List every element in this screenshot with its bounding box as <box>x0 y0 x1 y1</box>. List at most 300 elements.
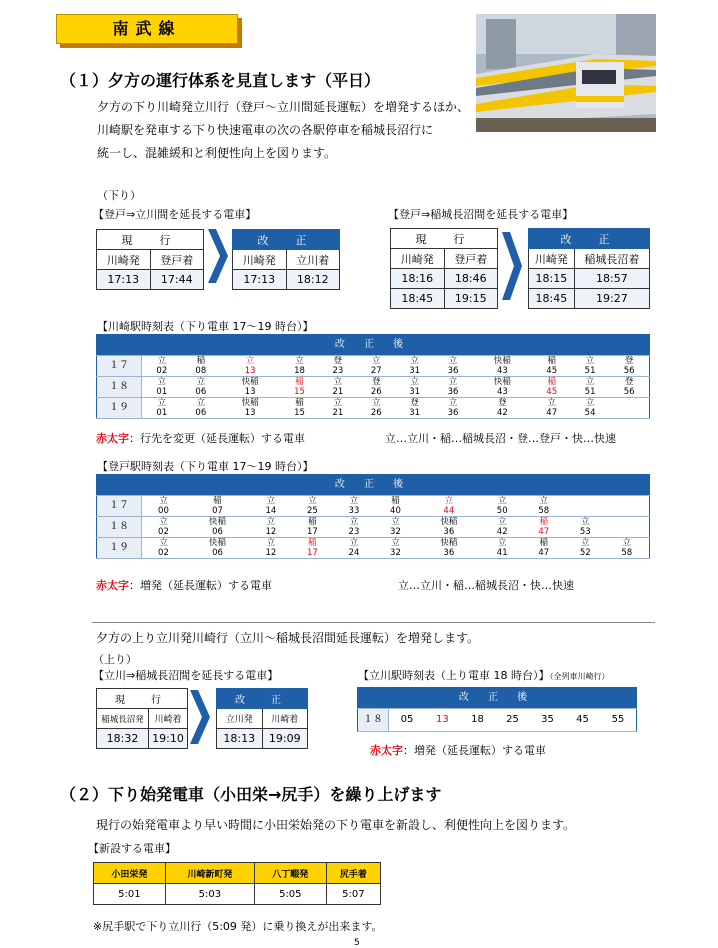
destination: 稲 <box>213 496 222 506</box>
timetable-cell <box>250 517 292 538</box>
timetable-cell <box>648 538 650 559</box>
minute: 15 <box>294 387 305 397</box>
destination: 快稲 <box>493 377 511 387</box>
table-cell: 19:15 <box>444 289 498 309</box>
col-header: 川崎発 <box>529 249 575 269</box>
tachikawa-tt-label-note: （全列車川崎行） <box>549 672 610 681</box>
minute: 18 <box>460 709 495 732</box>
minute: 12 <box>265 527 277 537</box>
timetable-cell <box>185 517 250 538</box>
minute: 47 <box>538 527 550 537</box>
destination: 立 <box>448 398 458 408</box>
table-cell: 18:46 <box>444 269 498 289</box>
destination: 立 <box>245 356 255 366</box>
destination: 立 <box>497 496 507 506</box>
timetable-header: 改 正 後 <box>358 688 637 709</box>
minute: 06 <box>195 387 207 397</box>
destination: 稲 <box>196 356 206 366</box>
timetable-cell <box>648 496 650 517</box>
minute: 06 <box>212 527 223 537</box>
table-row <box>97 377 650 398</box>
ext-up-label: 【立川⇒稲城長沼間を延長する電車】 <box>93 669 279 682</box>
timetable-cell <box>533 377 571 398</box>
minute: 33 <box>348 506 360 516</box>
col-header: 川崎発 <box>97 250 151 270</box>
destination: 立 <box>295 356 304 366</box>
table-cell: 5:05 <box>254 884 326 905</box>
minute: 13 <box>244 387 256 397</box>
timetable-cell <box>292 496 334 517</box>
minute: 13 <box>244 408 256 418</box>
timetable-cell <box>319 377 357 398</box>
destination: 稲 <box>539 538 548 548</box>
note-text: ：行先を変更（延長運転）する電車 <box>129 432 305 445</box>
kawasaki-tt-note <box>96 430 305 446</box>
col-header: 川崎着 <box>262 709 308 729</box>
timetable-cell <box>220 356 280 377</box>
minute: 21 <box>332 408 344 418</box>
destination: 登 <box>333 356 343 366</box>
timetable-cell <box>142 377 182 398</box>
table-cell: 17:44 <box>150 270 204 290</box>
col-header: 立川着 <box>286 250 340 270</box>
destination: 快稲 <box>241 398 259 408</box>
destination: 立 <box>391 538 400 548</box>
timetable-cell <box>648 517 650 538</box>
timetable-cell <box>220 398 280 419</box>
destination: 稲 <box>295 377 304 387</box>
arrow-right-icon <box>208 229 228 283</box>
destination: 快稲 <box>209 538 227 548</box>
destination: 稲 <box>295 398 304 408</box>
destination: 快稲 <box>440 538 458 548</box>
timetable-cell <box>609 356 649 377</box>
note-red-label: 赤太字 <box>96 432 129 445</box>
revised-header: 改 正 <box>233 230 340 250</box>
up-label: （上り） <box>93 653 137 666</box>
timetable-cell <box>280 398 318 419</box>
destination: 立 <box>333 377 343 387</box>
minute: 08 <box>195 366 207 376</box>
table-row <box>97 398 650 419</box>
timetable-cell <box>185 538 250 559</box>
timetable-cell <box>395 356 433 377</box>
down-label: （下り） <box>97 189 141 202</box>
minute: 44 <box>443 506 455 516</box>
table-row <box>97 496 650 517</box>
destination: 立 <box>196 398 206 408</box>
destination: 立 <box>547 398 556 408</box>
timetable-cell <box>319 398 357 419</box>
minute: 17 <box>307 548 318 558</box>
ext-inagi-revised-table <box>528 228 650 309</box>
up-desc: 夕方の上り立川発川崎行（立川～稲城長沼間延長運転）を増発します。 <box>96 631 480 645</box>
minute: 36 <box>447 366 459 376</box>
tachikawa-tt-label-text: 【立川駅時刻表（上り電車 18 時台）】 <box>358 669 550 682</box>
tachikawa-tt-note <box>370 742 546 758</box>
destination: 立 <box>448 377 458 387</box>
timetable-cell <box>606 538 648 559</box>
note-red-label: 赤太字 <box>96 579 129 592</box>
minute: 36 <box>447 408 459 418</box>
minute: 02 <box>158 548 169 558</box>
minute: 52 <box>579 548 591 558</box>
minute: 23 <box>332 366 344 376</box>
minute: 58 <box>621 548 633 558</box>
destination: 立 <box>372 356 381 366</box>
timetable-cell <box>182 377 220 398</box>
table-cell: 18:45 <box>529 289 575 309</box>
minute: 43 <box>496 387 508 397</box>
table-cell: 18:12 <box>286 270 340 290</box>
destination: 快稲 <box>440 517 458 527</box>
table-row <box>97 517 650 538</box>
destination: 稲 <box>539 517 548 527</box>
minute: 56 <box>623 387 635 397</box>
minute: 31 <box>409 387 421 397</box>
destination: 稲 <box>547 377 556 387</box>
note-text: ：増発（延長運転）する電車 <box>403 744 546 757</box>
destination: 立 <box>580 538 590 548</box>
minute: 50 <box>496 506 508 516</box>
col-header: 稲城長沼発 <box>97 709 149 729</box>
table-row <box>97 538 650 559</box>
destination: 快稲 <box>209 517 227 527</box>
tachikawa-timetable <box>357 687 637 732</box>
destination: 立 <box>391 517 400 527</box>
timetable-cell <box>142 538 185 559</box>
minute: 35 <box>530 709 565 732</box>
timetable-cell <box>142 496 185 517</box>
destination: 立 <box>448 356 458 366</box>
minute: 42 <box>496 408 508 418</box>
destination: 立 <box>157 377 167 387</box>
ext-tachikawa-revised-table <box>232 229 340 290</box>
arrow-right-icon <box>502 232 522 300</box>
current-header: 現 行 <box>97 230 204 250</box>
timetable-cell <box>292 517 334 538</box>
minute: 25 <box>495 709 530 732</box>
timetable-cell <box>571 398 609 419</box>
col-header: 川崎発 <box>233 250 287 270</box>
timetable-cell <box>472 398 532 419</box>
destination: 立 <box>333 398 343 408</box>
note-text: ：増発（延長運転）する電車 <box>129 579 272 592</box>
table-cell: 18:45 <box>391 289 445 309</box>
destination: 立 <box>585 377 595 387</box>
timetable-cell <box>481 496 523 517</box>
timetable-cell <box>292 538 334 559</box>
timetable-cell <box>533 356 571 377</box>
timetable-cell <box>523 538 565 559</box>
table-cell: 18:57 <box>574 269 649 289</box>
noborito-tt-label: 【登戸駅時刻表（下り電車 17～19 時台）】 <box>97 460 314 473</box>
timetable-header: 改 正 後 <box>97 335 650 356</box>
ext-inagi-current-table <box>390 228 498 309</box>
timetable-cell <box>333 538 375 559</box>
timetable-cell <box>280 377 318 398</box>
minute: 45 <box>565 709 600 732</box>
timetable-cell <box>416 517 481 538</box>
minute: 13 <box>425 709 460 732</box>
section1-title: （１）夕方の運行体系を見直します（平日） <box>60 71 381 90</box>
timetable-cell <box>182 356 220 377</box>
noborito-timetable <box>96 474 650 559</box>
table-cell: 5:03 <box>165 884 254 905</box>
destination: 登 <box>624 377 634 387</box>
timetable-cell <box>434 377 472 398</box>
timetable-cell <box>182 398 220 419</box>
timetable-cell <box>395 398 433 419</box>
timetable-cell <box>250 538 292 559</box>
destination: 立 <box>349 496 359 506</box>
destination: 立 <box>539 496 548 506</box>
timetable-cell <box>185 496 250 517</box>
timetable-cell <box>472 377 532 398</box>
timetable-cell <box>472 356 532 377</box>
current-header: 現 行 <box>97 689 188 709</box>
table-cell: 5:01 <box>94 884 166 905</box>
section1-desc-line3: 統一し、混雑緩和と利便性向上を図ります。 <box>97 146 337 160</box>
timetable-cell <box>250 496 292 517</box>
timetable-cell <box>434 398 472 419</box>
timetable-cell <box>523 496 565 517</box>
destination: 立 <box>585 356 595 366</box>
timetable-cell <box>333 496 375 517</box>
timetable-cell <box>333 517 375 538</box>
revised-header: 改 正 <box>529 229 650 249</box>
table-cell: 18:15 <box>529 269 575 289</box>
timetable-cell <box>220 377 280 398</box>
minute: 32 <box>390 548 401 558</box>
minute: 14 <box>265 506 277 516</box>
minute: 17 <box>307 527 318 537</box>
destination: 登 <box>372 377 381 387</box>
destination: 立 <box>497 538 507 548</box>
destination: 稲 <box>547 356 556 366</box>
ext-tachikawa-label: 【登戸⇒立川間を延長する電車】 <box>93 208 257 221</box>
destination: 立 <box>196 377 206 387</box>
minute: 36 <box>443 527 455 537</box>
minute: 47 <box>538 548 550 558</box>
ext-up-current-table <box>96 688 188 749</box>
section2-title: （２）下り始発電車（小田栄→尻手）を繰り上げます <box>60 785 442 804</box>
minute: 54 <box>584 408 596 418</box>
destination: 立 <box>349 538 359 548</box>
destination: 稲 <box>308 517 317 527</box>
destination: 登 <box>498 398 507 408</box>
revised-header: 改 正 <box>217 689 308 709</box>
table-row <box>97 356 650 377</box>
table-cell: 19:27 <box>574 289 649 309</box>
destination: 登 <box>624 356 634 366</box>
timetable-cell <box>481 517 523 538</box>
ext-tachikawa-current-table <box>96 229 204 290</box>
destination: 立 <box>308 496 317 506</box>
hour-cell: １７ <box>97 356 142 377</box>
minute: 23 <box>348 527 360 537</box>
timetable-cell <box>357 398 395 419</box>
table-cell: 17:13 <box>97 270 151 290</box>
timetable-cell <box>416 538 481 559</box>
minute: 25 <box>307 506 318 516</box>
kawasaki-tt-label: 【川崎駅時刻表（下り電車 17～19 時台）】 <box>97 320 314 333</box>
note-red-label: 赤太字 <box>370 744 403 757</box>
destination: 稲 <box>308 538 317 548</box>
timetable-cell <box>606 517 648 538</box>
minute: 07 <box>212 506 223 516</box>
minute: 42 <box>496 527 508 537</box>
destination: 立 <box>157 356 167 366</box>
col-header: 川崎新町発 <box>165 863 254 884</box>
hour-cell: １９ <box>97 538 142 559</box>
tachikawa-tt-label <box>358 667 610 683</box>
destination: 立 <box>266 496 276 506</box>
minute: 56 <box>623 366 635 376</box>
minute: 27 <box>370 366 382 376</box>
minute: 58 <box>538 506 550 516</box>
timetable-cell <box>357 377 395 398</box>
new-train-label: 【新設する電車】 <box>88 842 176 855</box>
destination: 立 <box>372 398 381 408</box>
minute: 55 <box>600 709 636 732</box>
minute: 51 <box>584 366 596 376</box>
hour-cell: １７ <box>97 496 142 517</box>
destination: 立 <box>159 517 168 527</box>
hour-cell: １８ <box>97 377 142 398</box>
ext-inagi-label: 【登戸⇒稲城長沼間を延長する電車】 <box>388 208 574 221</box>
col-header: 尻手着 <box>326 863 380 884</box>
timetable-cell <box>142 356 182 377</box>
destination: 立 <box>622 538 632 548</box>
col-header: 川崎発 <box>391 249 445 269</box>
timetable-cell <box>375 538 417 559</box>
minute: 40 <box>390 506 401 516</box>
timetable-cell <box>357 356 395 377</box>
minute: 45 <box>546 387 558 397</box>
minute: 43 <box>496 366 508 376</box>
timetable-cell <box>142 398 182 419</box>
destination: 立 <box>266 538 276 548</box>
col-header: 小田栄発 <box>94 863 166 884</box>
kawasaki-timetable <box>96 334 650 419</box>
col-header: 稲城長沼着 <box>574 249 649 269</box>
ext-up-revised-table <box>216 688 308 749</box>
destination: 立 <box>410 356 419 366</box>
hour-cell: １９ <box>97 398 142 419</box>
current-header: 現 行 <box>391 229 498 249</box>
table-cell: 5:07 <box>326 884 380 905</box>
col-header: 立川発 <box>217 709 263 729</box>
minute: 31 <box>409 366 421 376</box>
minute: 02 <box>158 527 169 537</box>
destination: 立 <box>585 398 595 408</box>
destination: 立 <box>159 538 168 548</box>
timetable-cell <box>434 356 472 377</box>
minute: 24 <box>348 548 360 558</box>
timetable-cell <box>416 496 481 517</box>
timetable-cell <box>564 538 606 559</box>
minute: 51 <box>584 387 596 397</box>
table-cell: 17:13 <box>233 270 287 290</box>
minute: 21 <box>332 387 344 397</box>
col-header: 八丁畷発 <box>254 863 326 884</box>
minute: 31 <box>409 408 421 418</box>
timetable-cell <box>375 496 417 517</box>
timetable-cell <box>142 517 185 538</box>
destination: 立 <box>266 517 276 527</box>
col-header: 登戸着 <box>150 250 204 270</box>
timetable-cell <box>564 496 606 517</box>
hour-cell: １８ <box>358 709 389 732</box>
timetable-cell <box>481 538 523 559</box>
minute: 32 <box>390 527 401 537</box>
train-photo <box>476 14 656 132</box>
timetable-cell <box>564 517 606 538</box>
destination: 稲 <box>391 496 400 506</box>
noborito-tt-note <box>96 577 272 593</box>
table-cell: 18:13 <box>217 729 263 749</box>
timetable-cell <box>571 356 609 377</box>
timetable-cell <box>609 377 649 398</box>
arrow-right-icon <box>190 690 210 744</box>
page-number: 5 <box>354 938 360 948</box>
table-row <box>358 709 637 732</box>
footnote: ※尻手駅で下り立川行（5:09 発）に乗り換えが出来ます。 <box>93 920 383 933</box>
minute: 15 <box>294 408 305 418</box>
table-cell: 19:10 <box>148 729 187 749</box>
minute: 53 <box>579 527 591 537</box>
minute: 05 <box>389 709 425 732</box>
timetable-cell <box>280 356 318 377</box>
minute: 13 <box>244 366 256 376</box>
destination: 立 <box>157 398 167 408</box>
minute: 47 <box>546 408 558 418</box>
section2-desc: 現行の始発電車より早い時間に小田栄始発の下り電車を新設し、利便性向上を図ります。 <box>96 818 576 832</box>
minute: 06 <box>212 548 223 558</box>
destination: 立 <box>410 377 419 387</box>
table-cell: 18:32 <box>97 729 149 749</box>
minute: 02 <box>156 366 168 376</box>
destination: 快稲 <box>493 356 511 366</box>
minute: 06 <box>195 408 207 418</box>
timetable-cell <box>523 517 565 538</box>
line-name-banner: 南武線 <box>56 14 238 44</box>
destination: 快稲 <box>241 377 259 387</box>
section1-desc-line1: 夕方の下り川崎発立川行（登戸～立川間延長運転）を増発するほか、 <box>97 100 470 114</box>
timetable-cell <box>606 496 648 517</box>
hour-cell: １８ <box>97 517 142 538</box>
col-header: 登戸着 <box>444 249 498 269</box>
minute: 36 <box>447 387 459 397</box>
timetable-header: 改 正 後 <box>97 475 650 496</box>
divider <box>92 622 655 623</box>
new-train-table <box>93 862 381 905</box>
minute: 26 <box>370 387 382 397</box>
minute: 41 <box>496 548 508 558</box>
destination: 立 <box>444 496 454 506</box>
col-header: 川崎着 <box>148 709 187 729</box>
timetable-cell <box>533 398 571 419</box>
table-cell: 18:16 <box>391 269 445 289</box>
destination: 登 <box>410 398 419 408</box>
timetable-cell <box>609 398 649 419</box>
minute: 00 <box>158 506 169 516</box>
timetable-cell <box>319 356 357 377</box>
minute: 18 <box>294 366 305 376</box>
minute: 36 <box>443 548 455 558</box>
minute: 45 <box>546 366 558 376</box>
